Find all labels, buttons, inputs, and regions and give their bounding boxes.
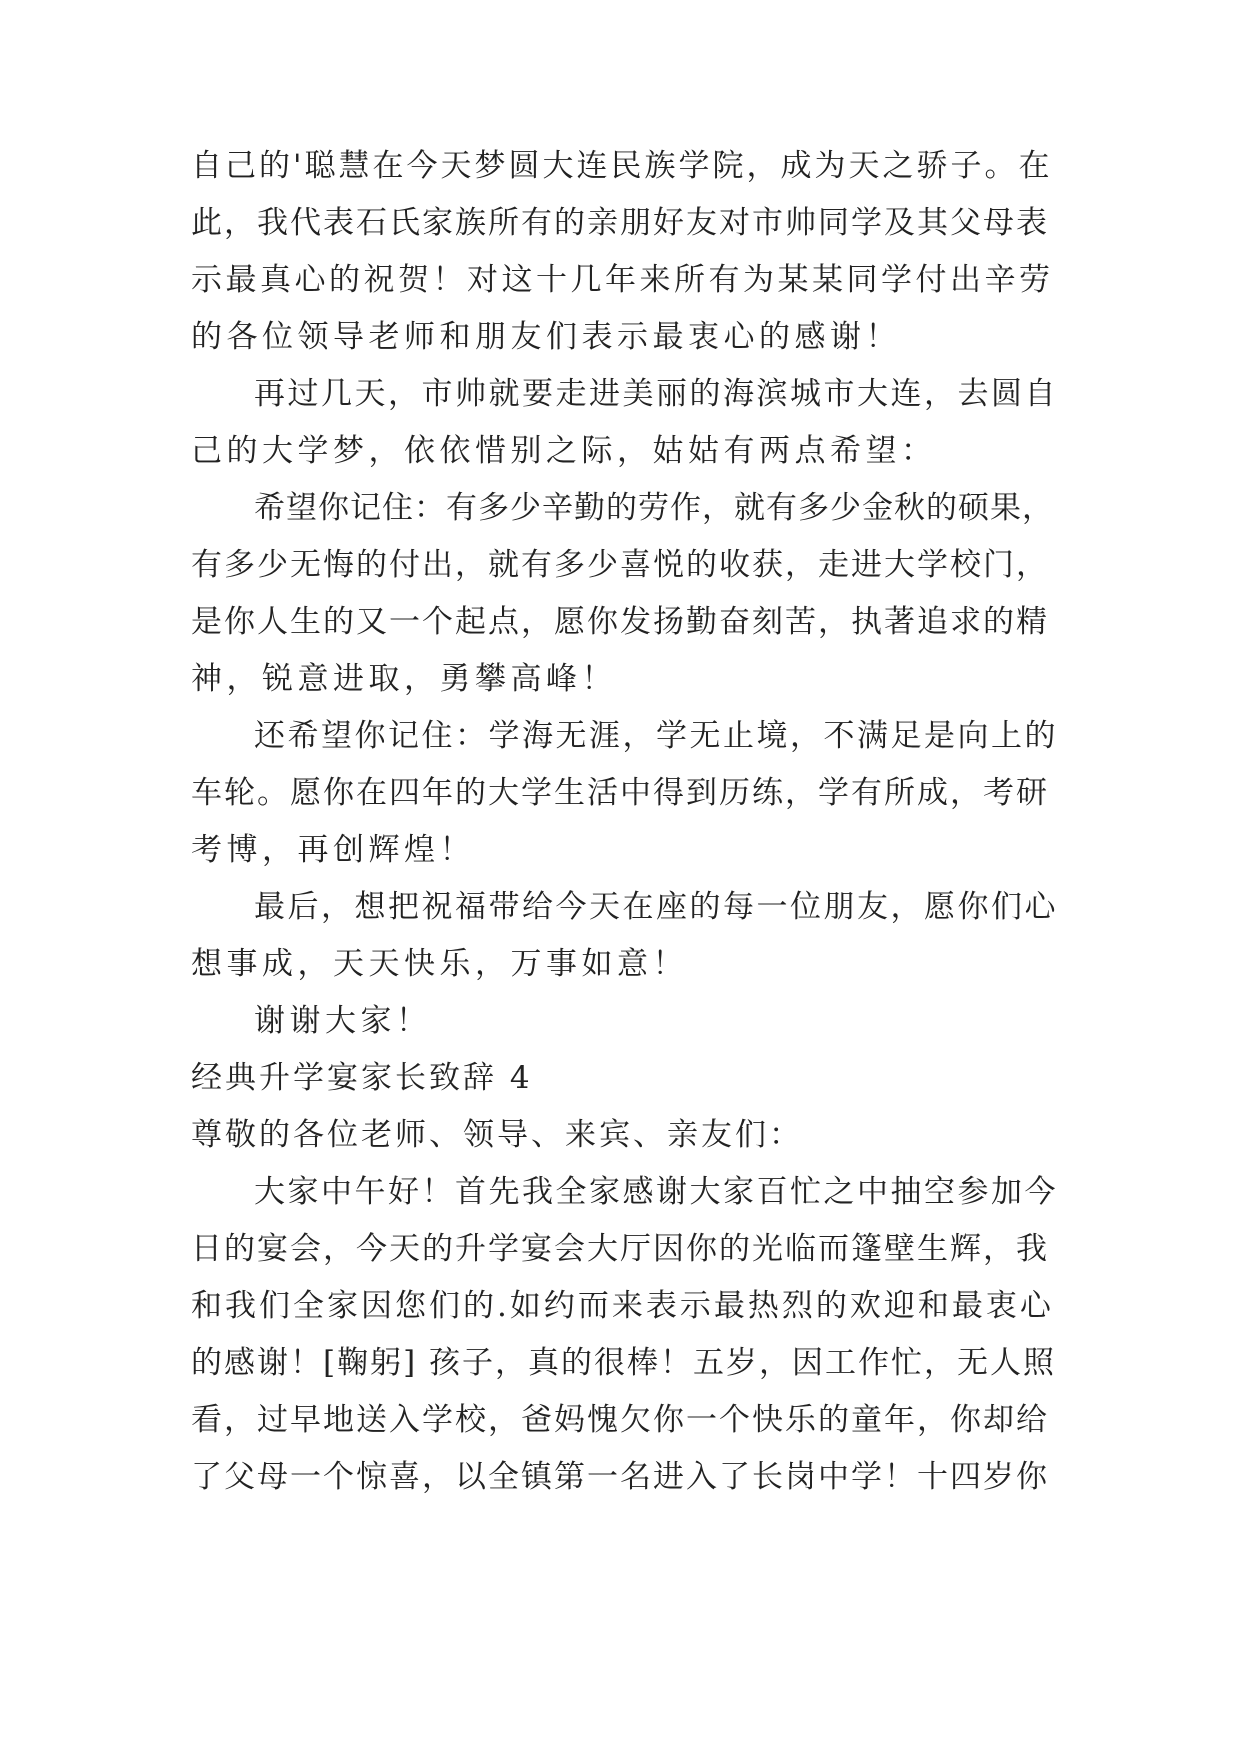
paragraph-start-line: 谢谢大家！: [254, 1003, 432, 1039]
text-line: 示最真心的祝贺！对这十几年来所有为某某同学付出辛劳: [191, 262, 1054, 298]
text-line: 己的大学梦，依依惜别之际，姑姑有两点希望：: [191, 433, 937, 469]
text-line: 神，锐意进取，勇攀高峰！: [191, 661, 617, 697]
paragraph-start-line: 希望你记住：有多少辛勤的劳作，就有多少金秋的硕果，: [254, 490, 1054, 526]
text-line: 的感谢！[鞠躬] 孩子，真的很棒！五岁，因工作忙，无人照: [191, 1345, 1057, 1381]
text-line: 和我们全家因您们的.如约而来表示最热烈的欢迎和最衷心: [191, 1288, 1054, 1324]
text-line: 有多少无悔的付出，就有多少喜悦的收获，走进大学校门，: [191, 547, 1049, 583]
text-line: 车轮。愿你在四年的大学生活中得到历练，学有所成，考研: [191, 775, 1049, 811]
text-line: 了父母一个惊喜，以全镇第一名进入了长岗中学！十四岁你: [191, 1459, 1049, 1495]
section-heading: 经典升学宴家长致辞 4: [191, 1060, 533, 1096]
paragraph-start-line: 大家中午好！首先我全家感谢大家百忙之中抽空参加今: [254, 1174, 1058, 1210]
text-line: 想事成，天天快乐，万事如意！: [191, 946, 688, 982]
paragraph-start-line: 还希望你记住：学海无涯，学无止境，不满足是向上的: [254, 718, 1058, 754]
text-line: 是你人生的又一个起点，愿你发扬勤奋刻苦，执著追求的精: [191, 604, 1049, 640]
salutation-line: 尊敬的各位老师、领导、来宾、亲友们：: [191, 1117, 803, 1153]
text-line: 此，我代表石氏家族所有的亲朋好友对市帅同学及其父母表: [191, 205, 1049, 241]
text-line: 看，过早地送入学校，爸妈愧欠你一个快乐的童年，你却给: [191, 1402, 1049, 1438]
text-line: 自己的'聪慧在今天梦圆大连民族学院，成为天之骄子。在: [191, 148, 1053, 184]
text-line: 考博，再创辉煌！: [191, 832, 475, 868]
paragraph-start-line: 最后，想把祝福带给今天在座的每一位朋友，愿你们心: [254, 889, 1058, 925]
paragraph-start-line: 再过几天，市帅就要走进美丽的海滨城市大连，去圆自: [254, 376, 1058, 412]
text-line: 的各位领导老师和朋友们表示最衷心的感谢！: [191, 319, 901, 355]
text-line: 日的宴会，今天的升学宴会大厅因你的光临而篷壁生辉，我: [191, 1231, 1049, 1267]
